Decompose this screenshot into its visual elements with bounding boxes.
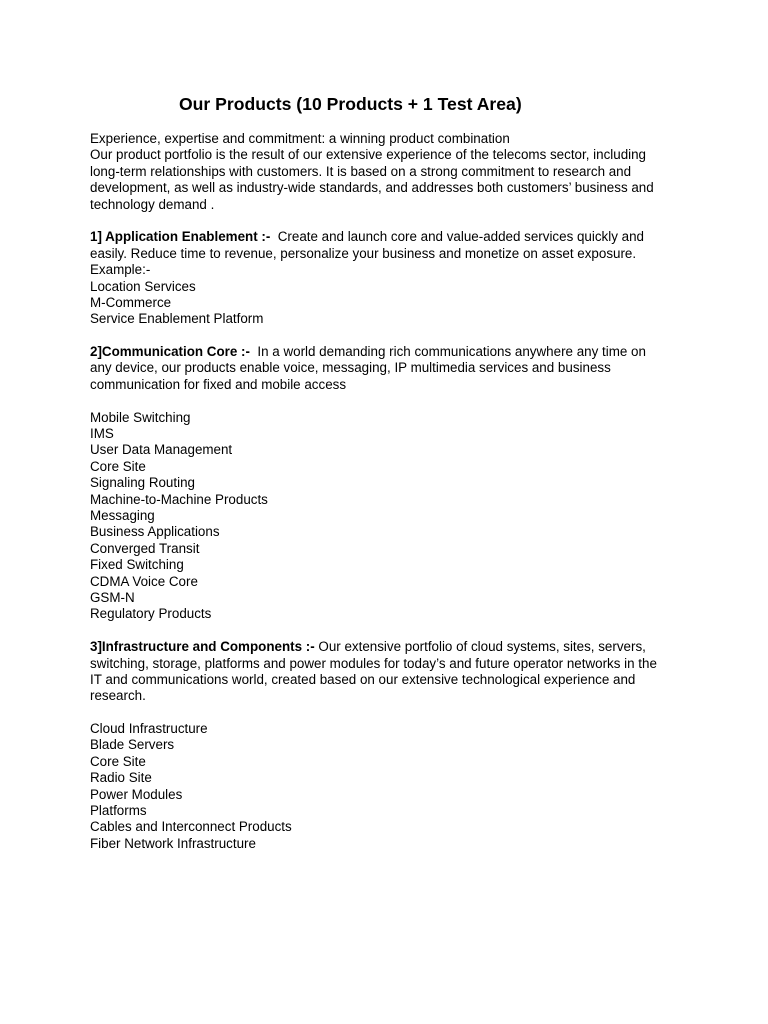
intro-line: long-term relationships with customers. It is based on a strong commitment to research and <box>90 163 632 179</box>
section-2-item: Machine-to-Machine Products <box>90 491 268 507</box>
section-3-item: Platforms <box>90 803 147 819</box>
paragraph-gap <box>90 213 680 229</box>
page-title: Our Products (10 Products + 1 Test Area) <box>179 94 522 114</box>
paragraph-gap <box>90 623 680 639</box>
section-2-item: Business Applications <box>90 524 220 540</box>
section-1-item: Service Enablement Platform <box>90 311 264 327</box>
section-3-line: research. <box>90 688 146 704</box>
section-1-first-line <box>90 229 680 245</box>
paragraph-gap <box>90 328 680 344</box>
section-3-text: Our extensive portfolio of cloud systems, sites, servers, <box>314 639 646 655</box>
section-3-item: Core Site <box>90 753 146 769</box>
section-3-item: Radio Site <box>90 770 152 786</box>
section-2-item: User Data Management <box>90 442 233 458</box>
section-2-item: Fixed Switching <box>90 557 184 573</box>
section-2-text: In a world demanding rich communications anywhere any time on <box>249 344 646 360</box>
section-3-first-line <box>90 639 680 655</box>
section-1-text: Create and launch core and value-added services quickly and <box>270 229 644 245</box>
document-body <box>90 131 680 852</box>
section-3-item: Cables and Interconnect Products <box>90 819 292 835</box>
section-1-line: easily. Reduce time to revenue, personalize your business and monetize on asset exposure. <box>90 245 637 261</box>
intro-line: development, as well as industry-wide standards, and addresses both customers’ business and <box>90 180 654 196</box>
section-2-item: Core Site <box>90 458 146 474</box>
section-1-item: Location Services <box>90 278 196 294</box>
paragraph-gap <box>90 705 680 721</box>
section-1-item: Example:- <box>90 262 151 278</box>
intro-line: Our product portfolio is the result of our extensive experience of the telecoms sector, including <box>90 147 647 163</box>
section-2-item: Messaging <box>90 507 155 523</box>
section-2-line: any device, our products enable voice, messaging, IP multimedia services and business <box>90 360 611 376</box>
section-2-line: communication for fixed and mobile access <box>90 376 347 392</box>
section-2-item: Signaling Routing <box>90 475 195 491</box>
section-1-item: M-Commerce <box>90 294 172 310</box>
section-3-item: Blade Servers <box>90 737 175 753</box>
section-2-heading: 2]Communication Core :- <box>90 344 250 360</box>
section-2-item: Regulatory Products <box>90 606 212 622</box>
section-3-item: Cloud Infrastructure <box>90 721 208 737</box>
intro-heading: Experience, expertise and commitment: a winning product combination <box>90 131 510 146</box>
section-3-heading: 3]Infrastructure and Components :- <box>90 639 315 655</box>
section-2-item: IMS <box>90 426 114 442</box>
section-2-item: CDMA Voice Core <box>90 573 198 589</box>
section-1-heading: 1] Application Enablement :- <box>90 229 271 245</box>
section-2-first-line <box>90 344 680 360</box>
section-2-item: Mobile Switching <box>90 409 191 425</box>
section-2-item: GSM-N <box>90 589 135 605</box>
section-2-item: Converged Transit <box>90 540 200 556</box>
section-3-item: Power Modules <box>90 786 183 802</box>
section-3-item: Fiber Network Infrastructure <box>90 835 256 851</box>
paragraph-gap <box>90 393 680 409</box>
section-3-line: IT and communications world, created based on our extensive technological experience and <box>90 671 636 687</box>
intro-line: technology demand . <box>90 196 215 212</box>
section-3-line: switching, storage, platforms and power modules for today’s and future operator networks in the <box>90 655 657 671</box>
